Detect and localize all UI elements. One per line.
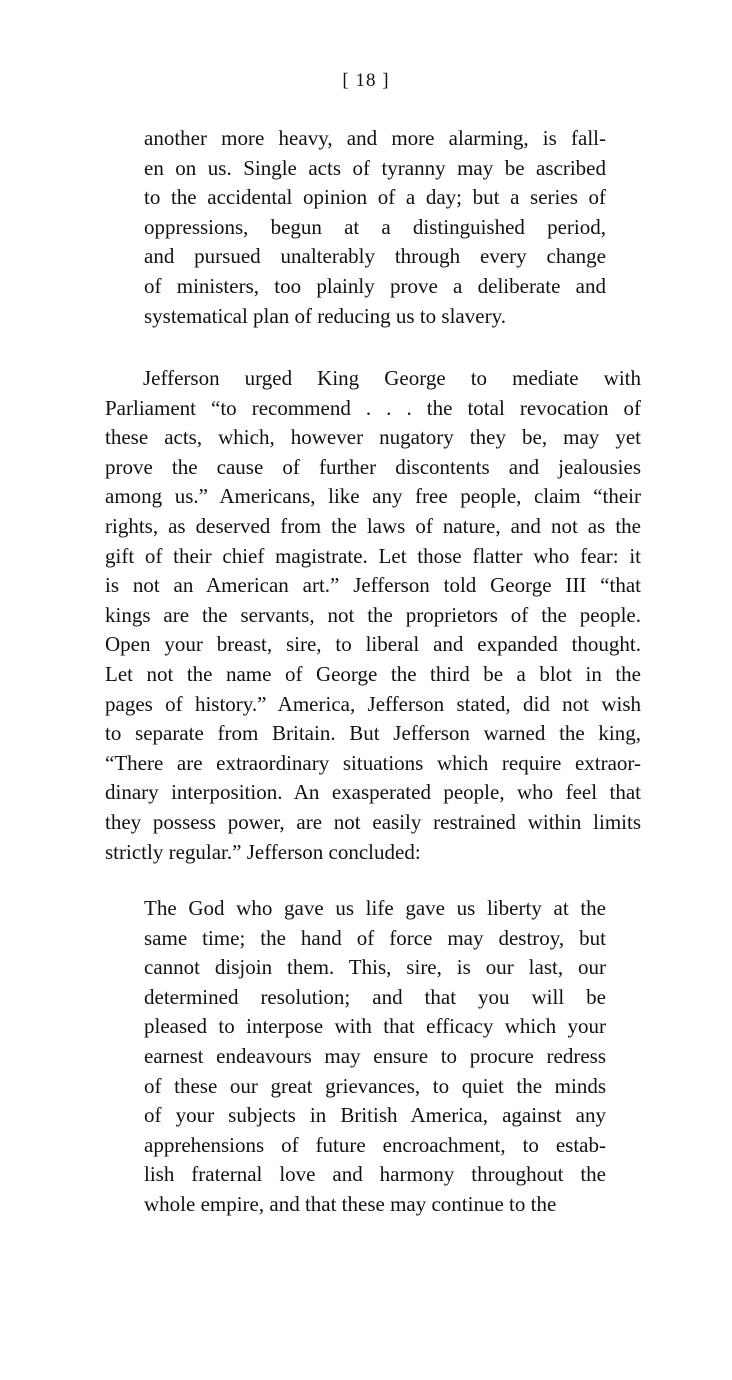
- body-line: is not an American art.” Jefferson told George III “that: [105, 573, 641, 598]
- body-line: among us.” Americans, like any free people, claim “their: [105, 484, 641, 509]
- quote-1-line: en on us. Single acts of tyranny may be ascribed: [144, 155, 606, 180]
- quote-1-line: of ministers, too plainly prove a deliberate and: [144, 273, 606, 298]
- body-line: Parliament “to recommend . . . the total revocation of: [105, 395, 641, 420]
- body-line: Jefferson urged King George to mediate with: [143, 366, 641, 390]
- quote-2-line: whole empire, and that these may continue to the: [144, 1191, 557, 1216]
- body-line: gift of their chief magistrate. Let those flatter who fear: it: [105, 543, 641, 568]
- body-line: dinary interposition. An exasperated people, who feel that: [105, 780, 641, 805]
- quote-2-line: cannot disjoin them. This, sire, is our last, our: [144, 955, 606, 980]
- body-line: Open your breast, sire, to liberal and expanded thought.: [105, 632, 641, 657]
- body-line: strictly regular.” Jefferson concluded:: [105, 839, 421, 864]
- quote-2-line: pleased to interpose with that efficacy which your: [144, 1014, 606, 1039]
- quote-2-line: earnest endeavours may ensure to procure redress: [144, 1043, 606, 1068]
- quote-2-line: of your subjects in British America, against any: [144, 1103, 606, 1128]
- quote-2-line: apprehensions of future encroachment, to estab-: [144, 1132, 606, 1157]
- quote-1-line: systematical plan of reducing us to slavery.: [144, 303, 506, 328]
- body-line: prove the cause of further discontents and jealousies: [105, 454, 641, 479]
- block-quote-2: [144, 894, 606, 1220]
- quote-2-line: same time; the hand of force may destroy, but: [144, 925, 606, 950]
- body-paragraph: [105, 364, 641, 867]
- quote-1-line: another more heavy, and more alarming, is fall-: [144, 126, 606, 150]
- quote-1-line: oppressions, begun at a distinguished period,: [144, 214, 606, 239]
- body-line: they possess power, are not easily restrained within limits: [105, 809, 641, 834]
- body-line: to separate from Britain. But Jefferson warned the king,: [105, 721, 641, 746]
- quote-2-line: lish fraternal love and harmony throughout the: [144, 1162, 606, 1187]
- body-line: kings are the servants, not the proprietors of the people.: [105, 602, 641, 627]
- block-quote-1: [144, 124, 606, 331]
- quote-2-line: of these our great grievances, to quiet the minds: [144, 1073, 606, 1098]
- body-line: pages of history.” America, Jefferson stated, did not wish: [105, 691, 641, 716]
- quote-2-line: determined resolution; and that you will be: [144, 984, 606, 1009]
- page-number: [ 18 ]: [342, 70, 390, 91]
- body-line: “There are extraordinary situations which require extraor-: [105, 750, 641, 775]
- quote-1-line: and pursued unalterably through every change: [144, 244, 606, 269]
- quote-2-line: The God who gave us life gave us liberty at the: [144, 896, 606, 920]
- body-line: Let not the name of George the third be a blot in the: [105, 661, 641, 686]
- body-line: rights, as deserved from the laws of nature, and not as the: [105, 513, 641, 538]
- body-line: these acts, which, however nugatory they be, may yet: [105, 425, 641, 450]
- quote-1-line: to the accidental opinion of a day; but a series of: [144, 185, 606, 210]
